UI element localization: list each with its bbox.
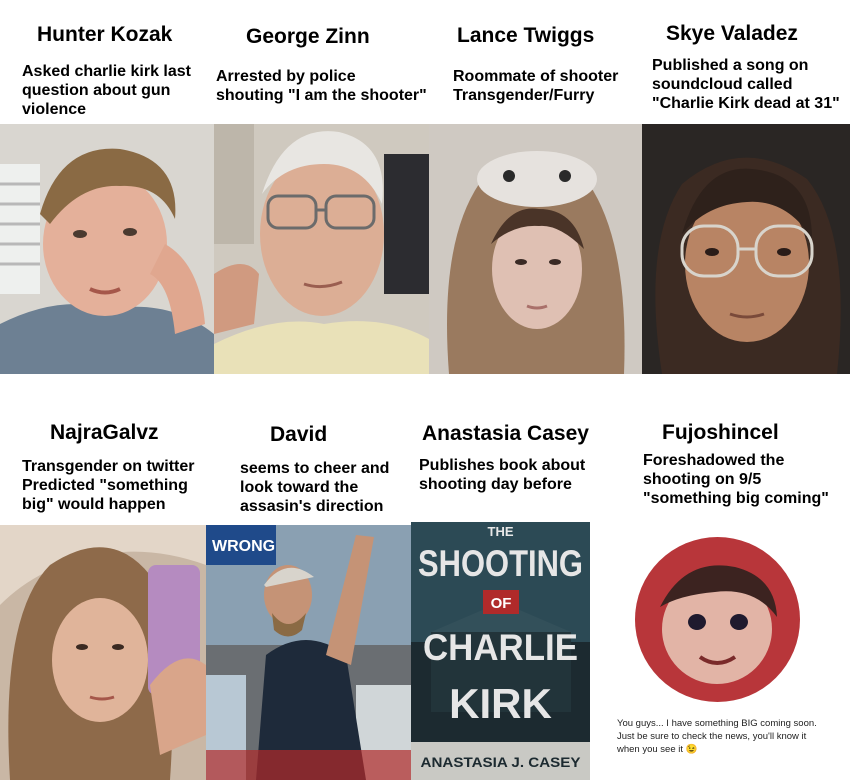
tweet-line: Just be sure to check the news, you'll know it: [617, 731, 807, 742]
book-title-kirk: KIRK: [449, 680, 552, 727]
person-name: David: [270, 423, 328, 446]
photo-lance-twiggs: [429, 124, 642, 374]
person-description: [240, 459, 389, 516]
description-line: Transgender on twitter: [22, 458, 195, 475]
person-name: NajraGalvz: [50, 421, 159, 444]
person-description: [453, 67, 618, 105]
description-line: violence: [22, 101, 87, 118]
tweet-line: You guys... I have something BIG coming soon.: [617, 718, 817, 729]
person-name: Anastasia Casey: [422, 422, 589, 445]
book-title-of: OF: [490, 595, 512, 612]
person-name: Lance Twiggs: [457, 24, 595, 47]
description-line: look toward the: [240, 479, 359, 496]
description-line: Arrested by police: [216, 68, 356, 85]
description-line: Transgender/Furry: [453, 87, 595, 104]
description-line: shouting "I am the shooter": [216, 87, 427, 104]
description-line: soundcloud called: [652, 76, 793, 93]
description-line: shooting day before: [419, 476, 572, 493]
book-author: ANASTASIA J. CASEY: [420, 754, 582, 770]
description-line: Publishes book about: [419, 457, 586, 474]
description-line: big" would happen: [22, 496, 166, 513]
description-line: "something big coming": [643, 490, 829, 507]
photo-najragalvz: [0, 525, 206, 780]
person-description: [22, 62, 191, 119]
photo-george-zinn: [214, 124, 429, 374]
description-line: Predicted "something: [22, 477, 188, 494]
photo-david: [206, 525, 411, 780]
description-line: Asked charlie kirk last: [22, 63, 191, 80]
description-line: shooting on 9/5: [643, 471, 762, 488]
person-name: Fujoshincel: [662, 421, 779, 444]
photo-skye-valadez: [642, 124, 850, 374]
description-line: "Charlie Kirk dead at 31": [652, 95, 840, 112]
photo-hunter-kozak: [0, 124, 214, 374]
description-line: question about gun: [22, 82, 171, 99]
david-sign-text: WRONG: [212, 538, 276, 555]
person-description: [216, 67, 427, 105]
tweet-text: [617, 717, 847, 756]
book-title-charlie: CHARLIE: [423, 627, 578, 668]
tweet-line: when you see it 😉: [617, 744, 698, 755]
person-description: [22, 457, 194, 514]
person-description: [419, 456, 585, 494]
description-line: seems to cheer and: [240, 460, 390, 477]
book-title-shooting: SHOOTING: [418, 543, 583, 584]
description-line: Roommate of shooter: [453, 68, 619, 85]
person-name: Skye Valadez: [666, 22, 798, 45]
avatar: [635, 537, 800, 702]
book-cover: [411, 522, 590, 780]
book-title-the: THE: [487, 524, 514, 539]
description-line: Foreshadowed the: [643, 452, 785, 469]
description-line: assasin's direction: [240, 498, 384, 515]
description-line: Published a song on: [652, 57, 809, 74]
person-description: [643, 451, 829, 508]
person-name: Hunter Kozak: [37, 23, 173, 46]
person-name: George Zinn: [246, 25, 370, 48]
person-description: [652, 56, 840, 113]
